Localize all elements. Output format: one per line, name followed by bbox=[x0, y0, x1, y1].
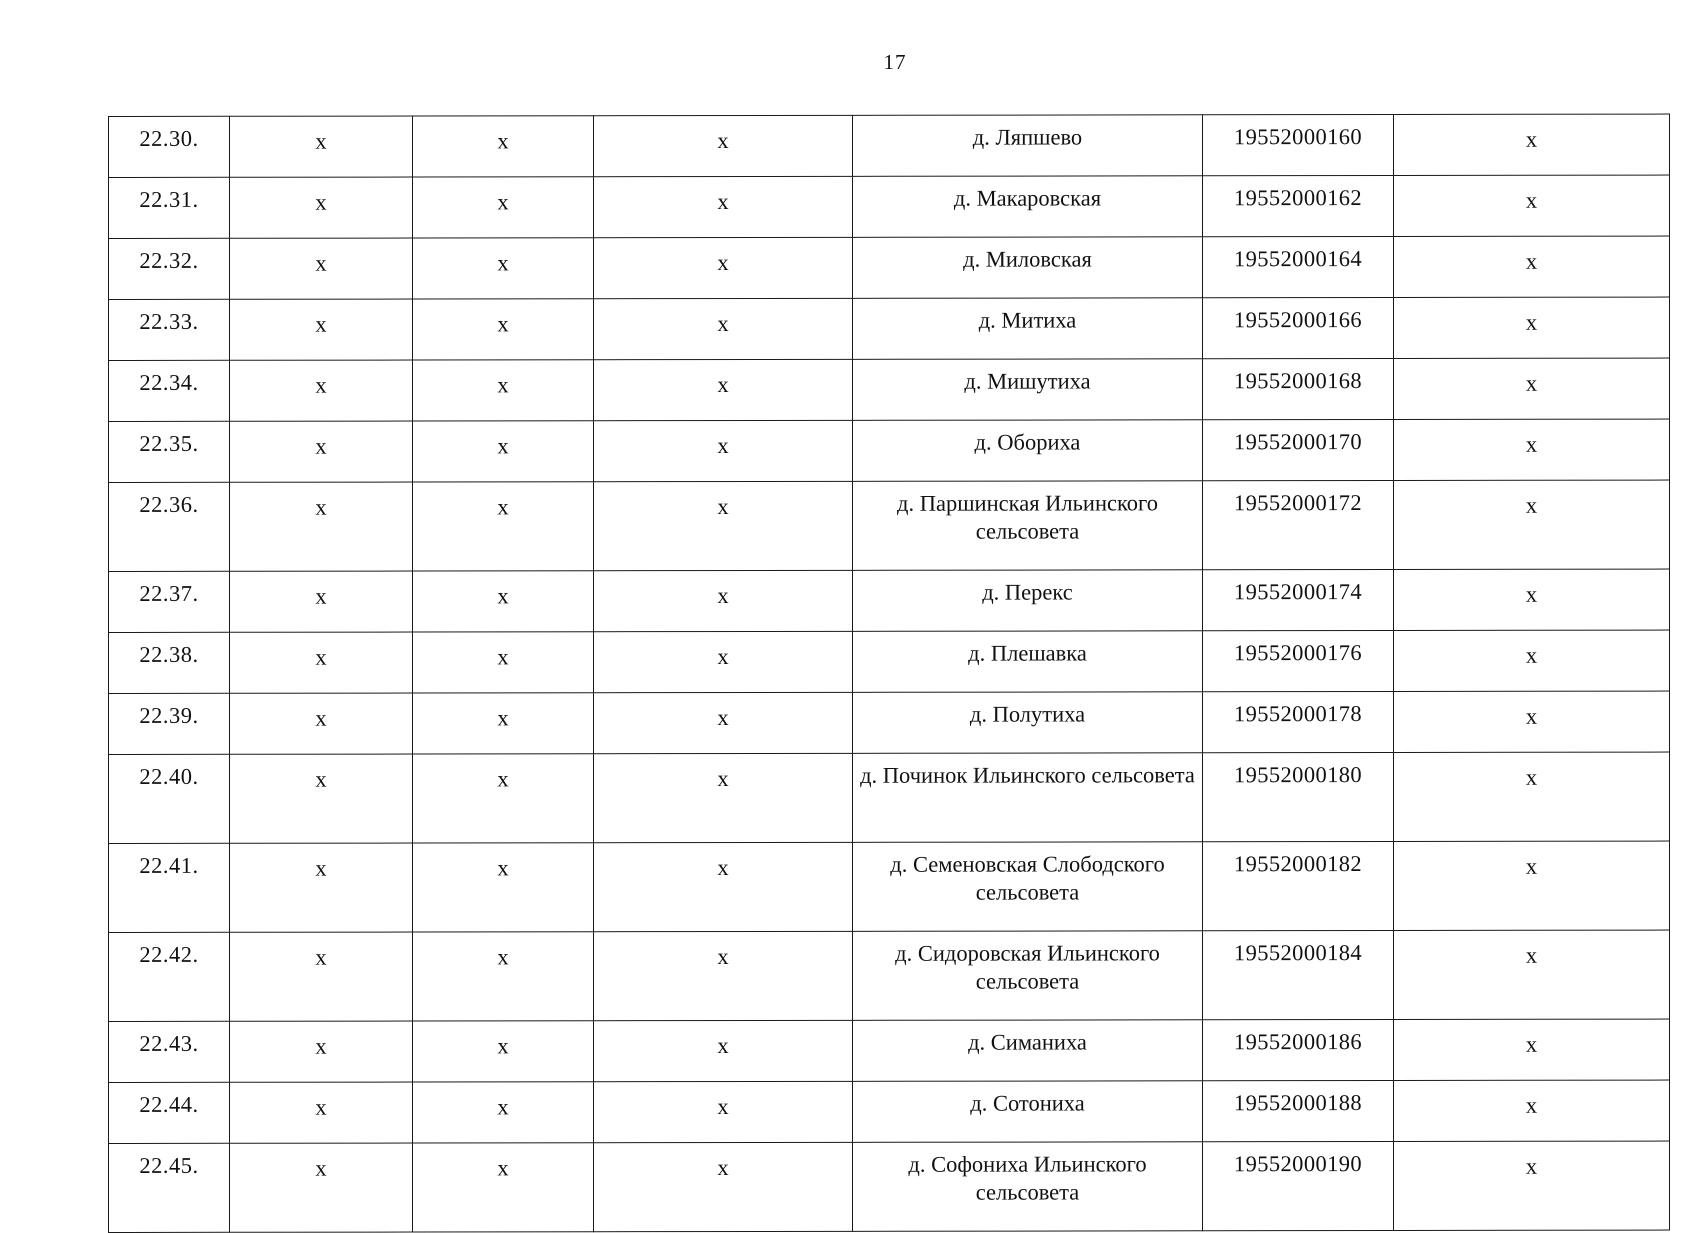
empty-mark-cell: x bbox=[230, 116, 413, 177]
empty-mark-cell: x bbox=[413, 116, 594, 177]
row-number: 22.35. bbox=[109, 421, 230, 482]
empty-mark-cell: x bbox=[230, 1082, 413, 1143]
empty-mark-cell: x bbox=[1394, 752, 1670, 841]
empty-mark-cell: x bbox=[230, 843, 413, 932]
table-row bbox=[109, 630, 1670, 693]
table-row bbox=[109, 930, 1670, 1021]
empty-mark-cell: x bbox=[594, 298, 853, 359]
settlement-name: д. Починок Ильинского сельсовета bbox=[853, 753, 1203, 843]
table-row bbox=[109, 569, 1670, 632]
empty-mark-cell: x bbox=[594, 842, 853, 931]
empty-mark-cell: x bbox=[230, 754, 413, 843]
settlement-name: д. Семеновская Слободского сельсовета bbox=[853, 842, 1203, 932]
row-number: 22.38. bbox=[109, 632, 230, 693]
empty-mark-cell: x bbox=[1394, 1019, 1670, 1080]
empty-mark-cell: x bbox=[413, 1143, 594, 1232]
oktmo-code: 19552000178 bbox=[1203, 691, 1394, 752]
empty-mark-cell: x bbox=[413, 1082, 594, 1143]
empty-mark-cell: x bbox=[230, 421, 413, 482]
empty-mark-cell: x bbox=[1394, 841, 1670, 930]
settlement-name: д. Макаровская bbox=[853, 176, 1203, 238]
row-number: 22.37. bbox=[109, 571, 230, 632]
empty-mark-cell: x bbox=[1394, 358, 1670, 419]
settlement-name: д. Сотониха bbox=[853, 1081, 1203, 1143]
table-row bbox=[109, 752, 1670, 843]
empty-mark-cell: x bbox=[1394, 480, 1670, 569]
oktmo-code: 19552000186 bbox=[1203, 1019, 1394, 1080]
empty-mark-cell: x bbox=[230, 238, 413, 299]
empty-mark-cell: x bbox=[594, 570, 853, 631]
empty-mark-cell: x bbox=[594, 359, 853, 420]
table-row bbox=[109, 480, 1670, 571]
settlements-table bbox=[108, 114, 1670, 1233]
empty-mark-cell: x bbox=[413, 754, 594, 843]
table-row bbox=[109, 419, 1670, 482]
empty-mark-cell: x bbox=[1394, 630, 1670, 691]
row-number: 22.34. bbox=[109, 360, 230, 421]
row-number: 22.31. bbox=[109, 177, 230, 238]
empty-mark-cell: x bbox=[594, 237, 853, 298]
settlement-name: д. Ляпшево bbox=[853, 115, 1203, 177]
empty-mark-cell: x bbox=[1394, 1080, 1670, 1141]
empty-mark-cell: x bbox=[1394, 297, 1670, 358]
empty-mark-cell: x bbox=[413, 932, 594, 1021]
empty-mark-cell: x bbox=[594, 931, 853, 1020]
empty-mark-cell: x bbox=[413, 632, 594, 693]
table-row bbox=[109, 297, 1670, 360]
oktmo-code: 19552000188 bbox=[1203, 1080, 1394, 1141]
empty-mark-cell: x bbox=[1394, 175, 1670, 236]
oktmo-code: 19552000162 bbox=[1203, 175, 1394, 236]
empty-mark-cell: x bbox=[1394, 419, 1670, 480]
empty-mark-cell: x bbox=[230, 571, 413, 632]
empty-mark-cell: x bbox=[1394, 930, 1670, 1019]
empty-mark-cell: x bbox=[230, 632, 413, 693]
empty-mark-cell: x bbox=[594, 1081, 853, 1142]
oktmo-code: 19552000166 bbox=[1203, 297, 1394, 358]
empty-mark-cell: x bbox=[413, 238, 594, 299]
empty-mark-cell: x bbox=[413, 421, 594, 482]
oktmo-code: 19552000164 bbox=[1203, 236, 1394, 297]
oktmo-code: 19552000160 bbox=[1203, 114, 1394, 175]
empty-mark-cell: x bbox=[230, 482, 413, 571]
empty-mark-cell: x bbox=[413, 299, 594, 360]
row-number: 22.39. bbox=[109, 693, 230, 754]
table-row bbox=[109, 1019, 1670, 1082]
empty-mark-cell: x bbox=[230, 1143, 413, 1232]
row-number: 22.32. bbox=[109, 238, 230, 299]
empty-mark-cell: x bbox=[230, 177, 413, 238]
table-row bbox=[109, 691, 1670, 754]
row-number: 22.30. bbox=[109, 116, 230, 177]
empty-mark-cell: x bbox=[594, 420, 853, 481]
row-number: 22.44. bbox=[109, 1082, 230, 1143]
page-number: 17 bbox=[883, 50, 907, 74]
row-number: 22.42. bbox=[109, 932, 230, 1021]
empty-mark-cell: x bbox=[594, 115, 853, 176]
table-row bbox=[109, 236, 1670, 299]
settlement-name: д. Сидоровская Ильинского сельсовета bbox=[853, 931, 1203, 1021]
table-row bbox=[109, 1141, 1670, 1232]
empty-mark-cell: x bbox=[413, 482, 594, 571]
settlement-name: д. Софониха Ильинского сельсовета bbox=[853, 1142, 1203, 1232]
empty-mark-cell: x bbox=[230, 932, 413, 1021]
row-number: 22.45. bbox=[109, 1143, 230, 1232]
oktmo-code: 19552000184 bbox=[1203, 930, 1394, 1019]
empty-mark-cell: x bbox=[1394, 236, 1670, 297]
empty-mark-cell: x bbox=[594, 1142, 853, 1231]
empty-mark-cell: x bbox=[1394, 114, 1670, 175]
table-row bbox=[109, 1080, 1670, 1143]
empty-mark-cell: x bbox=[1394, 569, 1670, 630]
empty-mark-cell: x bbox=[1394, 1141, 1670, 1230]
empty-mark-cell: x bbox=[413, 571, 594, 632]
empty-mark-cell: x bbox=[413, 693, 594, 754]
row-number: 22.43. bbox=[109, 1021, 230, 1082]
empty-mark-cell: x bbox=[413, 360, 594, 421]
row-number: 22.41. bbox=[109, 843, 230, 932]
empty-mark-cell: x bbox=[1394, 691, 1670, 752]
empty-mark-cell: x bbox=[594, 1020, 853, 1081]
oktmo-code: 19552000180 bbox=[1203, 752, 1394, 841]
settlement-name: д. Паршинская Ильинского сельсовета bbox=[853, 481, 1203, 571]
empty-mark-cell: x bbox=[230, 1021, 413, 1082]
oktmo-code: 19552000190 bbox=[1203, 1141, 1394, 1230]
settlement-name: д. Миловская bbox=[853, 237, 1203, 299]
oktmo-code: 19552000174 bbox=[1203, 569, 1394, 630]
empty-mark-cell: x bbox=[413, 843, 594, 932]
empty-mark-cell: x bbox=[230, 360, 413, 421]
oktmo-code: 19552000176 bbox=[1203, 630, 1394, 691]
oktmo-code: 19552000170 bbox=[1203, 419, 1394, 480]
empty-mark-cell: x bbox=[230, 299, 413, 360]
empty-mark-cell: x bbox=[413, 1021, 594, 1082]
empty-mark-cell: x bbox=[594, 631, 853, 692]
settlement-name: д. Обориха bbox=[853, 420, 1203, 482]
settlement-name: д. Перекс bbox=[853, 570, 1203, 632]
empty-mark-cell: x bbox=[594, 753, 853, 842]
table-row bbox=[109, 841, 1670, 932]
table-row bbox=[109, 175, 1670, 238]
table-row bbox=[109, 358, 1670, 421]
settlements-table-wrapper bbox=[108, 114, 1669, 1233]
settlement-name: д. Мишутиха bbox=[853, 359, 1203, 421]
settlement-name: д. Полутиха bbox=[853, 692, 1203, 754]
oktmo-code: 19552000172 bbox=[1203, 480, 1394, 569]
table-row bbox=[109, 114, 1670, 177]
empty-mark-cell: x bbox=[413, 177, 594, 238]
settlement-name: д. Митиха bbox=[853, 298, 1203, 360]
empty-mark-cell: x bbox=[594, 176, 853, 237]
settlement-name: д. Плешавка bbox=[853, 631, 1203, 693]
oktmo-code: 19552000168 bbox=[1203, 358, 1394, 419]
settlement-name: д. Симаниха bbox=[853, 1020, 1203, 1082]
empty-mark-cell: x bbox=[230, 693, 413, 754]
empty-mark-cell: x bbox=[594, 481, 853, 570]
oktmo-code: 19552000182 bbox=[1203, 841, 1394, 930]
empty-mark-cell: x bbox=[594, 692, 853, 753]
row-number: 22.33. bbox=[109, 299, 230, 360]
row-number: 22.40. bbox=[109, 754, 230, 843]
row-number: 22.36. bbox=[109, 482, 230, 571]
